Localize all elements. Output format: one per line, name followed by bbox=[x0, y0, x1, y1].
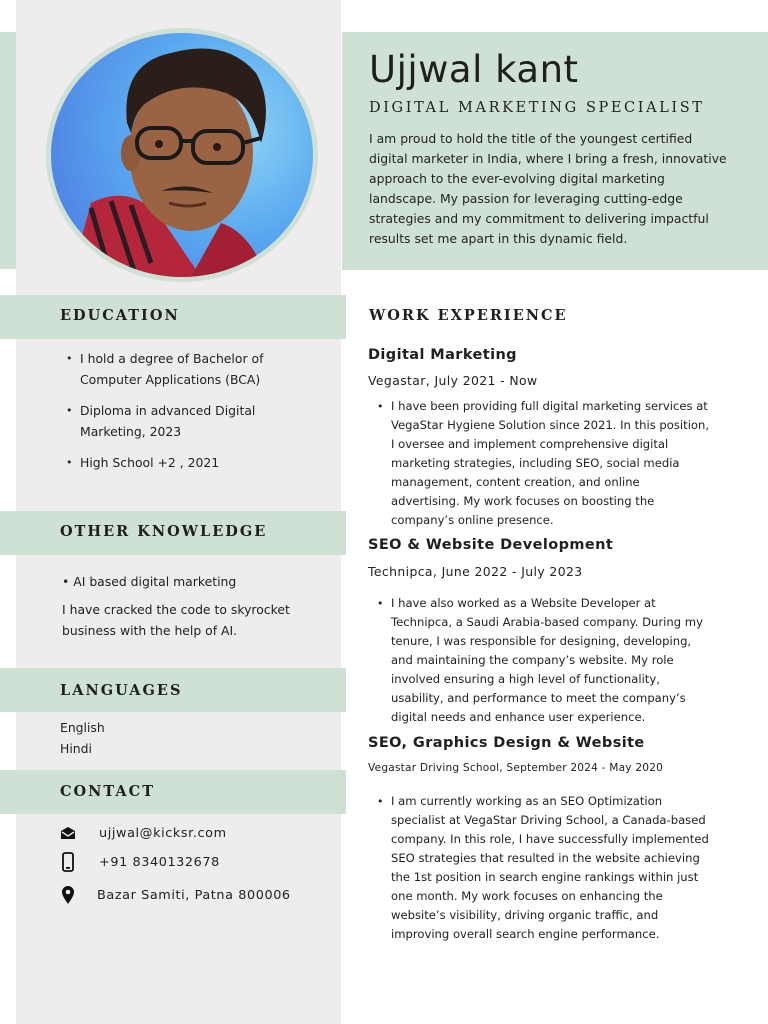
job-title-3: SEO, Graphics Design & Website bbox=[368, 735, 645, 751]
envelope-icon bbox=[58, 823, 78, 843]
other-knowledge-heading: OTHER KNOWLEDGE bbox=[60, 523, 268, 540]
job-description-2 bbox=[373, 594, 711, 727]
job-title-2: SEO & Website Development bbox=[368, 537, 614, 553]
profile-photo-illustration bbox=[51, 33, 313, 277]
language-item: Hindi bbox=[60, 741, 92, 756]
education-item: • Diploma in advanced Digital Marketing, 2023 bbox=[62, 400, 282, 442]
education-item: • High School +2 , 2021 bbox=[62, 452, 282, 473]
job-description-3 bbox=[373, 792, 711, 944]
phone-icon bbox=[58, 852, 78, 872]
left-accent-strip bbox=[0, 32, 16, 269]
profile-summary: I am proud to hold the title of the youngest certified digital marketer in India, where I bring a fresh, innovative approach to the ever-evolving digital marketing landscape. My passion for leveraging cutting-edge strategies and my commitment to delivering impactful results set me apart in this dynamic field. bbox=[369, 131, 727, 246]
languages-heading: LANGUAGES bbox=[60, 682, 183, 699]
job-meta-3: Vegastar Driving School, September 2024 - May 2020 bbox=[368, 762, 664, 774]
work-experience-heading: WORK EXPERIENCE bbox=[369, 307, 568, 324]
education-item: • I hold a degree of Bachelor of Computer Applications (BCA) bbox=[62, 348, 282, 390]
contact-email-row bbox=[58, 823, 227, 843]
contact-heading: CONTACT bbox=[60, 783, 156, 800]
language-item: English bbox=[60, 720, 105, 735]
other-knowledge-bullet: • AI based digital marketing bbox=[62, 574, 237, 589]
candidate-name: Ujjwal kant bbox=[369, 48, 579, 91]
job-title-1: Digital Marketing bbox=[368, 347, 517, 363]
contact-email[interactable]: ujjwal@kicksr.com bbox=[99, 825, 227, 841]
other-knowledge-text: I have cracked the code to skyrocket business with the help of AI. bbox=[62, 602, 290, 638]
job-description-item: • I am currently working as an SEO Optimization specialist at VegaStar Driving School, a Canada-based company. In this role, I have successfully implemented SEO strategies that resulted in the website achieving the 1st position in search engine rankings within just one month. My work focuses on enhancing the website’s visibility, driving organic traffic, and improving overall search engine performance. bbox=[373, 792, 711, 944]
education-heading: EDUCATION bbox=[60, 307, 180, 324]
job-meta-1: Vegastar, July 2021 - Now bbox=[368, 373, 538, 388]
contact-address-row bbox=[58, 885, 291, 905]
contact-header-band bbox=[0, 770, 346, 814]
contact-phone-row bbox=[58, 852, 220, 872]
job-title: DIGITAL MARKETING SPECIALIST bbox=[369, 100, 705, 116]
contact-address: Bazar Samiti, Patna 800006 bbox=[97, 887, 291, 903]
job-description-1 bbox=[373, 397, 711, 530]
job-description-item: • I have also worked as a Website Developer at Technipca, a Saudi Arabia-based company. During my tenure, I was responsible for designing, developing, and maintaining the company’s website. My role involved ensuring a high level of functionality, usability, and performance to meet the company’s digital needs and enhance user experience. bbox=[373, 594, 711, 727]
job-description-item: • I have been providing full digital marketing services at VegaStar Hygiene Solution since 2021. In this position, I oversee and implement comprehensive digital marketing strategies, including SEO, social media management, content creation, and online advertising. My work focuses on boosting the company’s online presence. bbox=[373, 397, 711, 530]
profile-photo bbox=[51, 33, 313, 277]
job-meta-2: Technipca, June 2022 - July 2023 bbox=[368, 564, 583, 579]
location-pin-icon bbox=[58, 885, 78, 905]
education-list bbox=[62, 348, 282, 483]
contact-phone[interactable]: +91 8340132678 bbox=[99, 854, 220, 870]
